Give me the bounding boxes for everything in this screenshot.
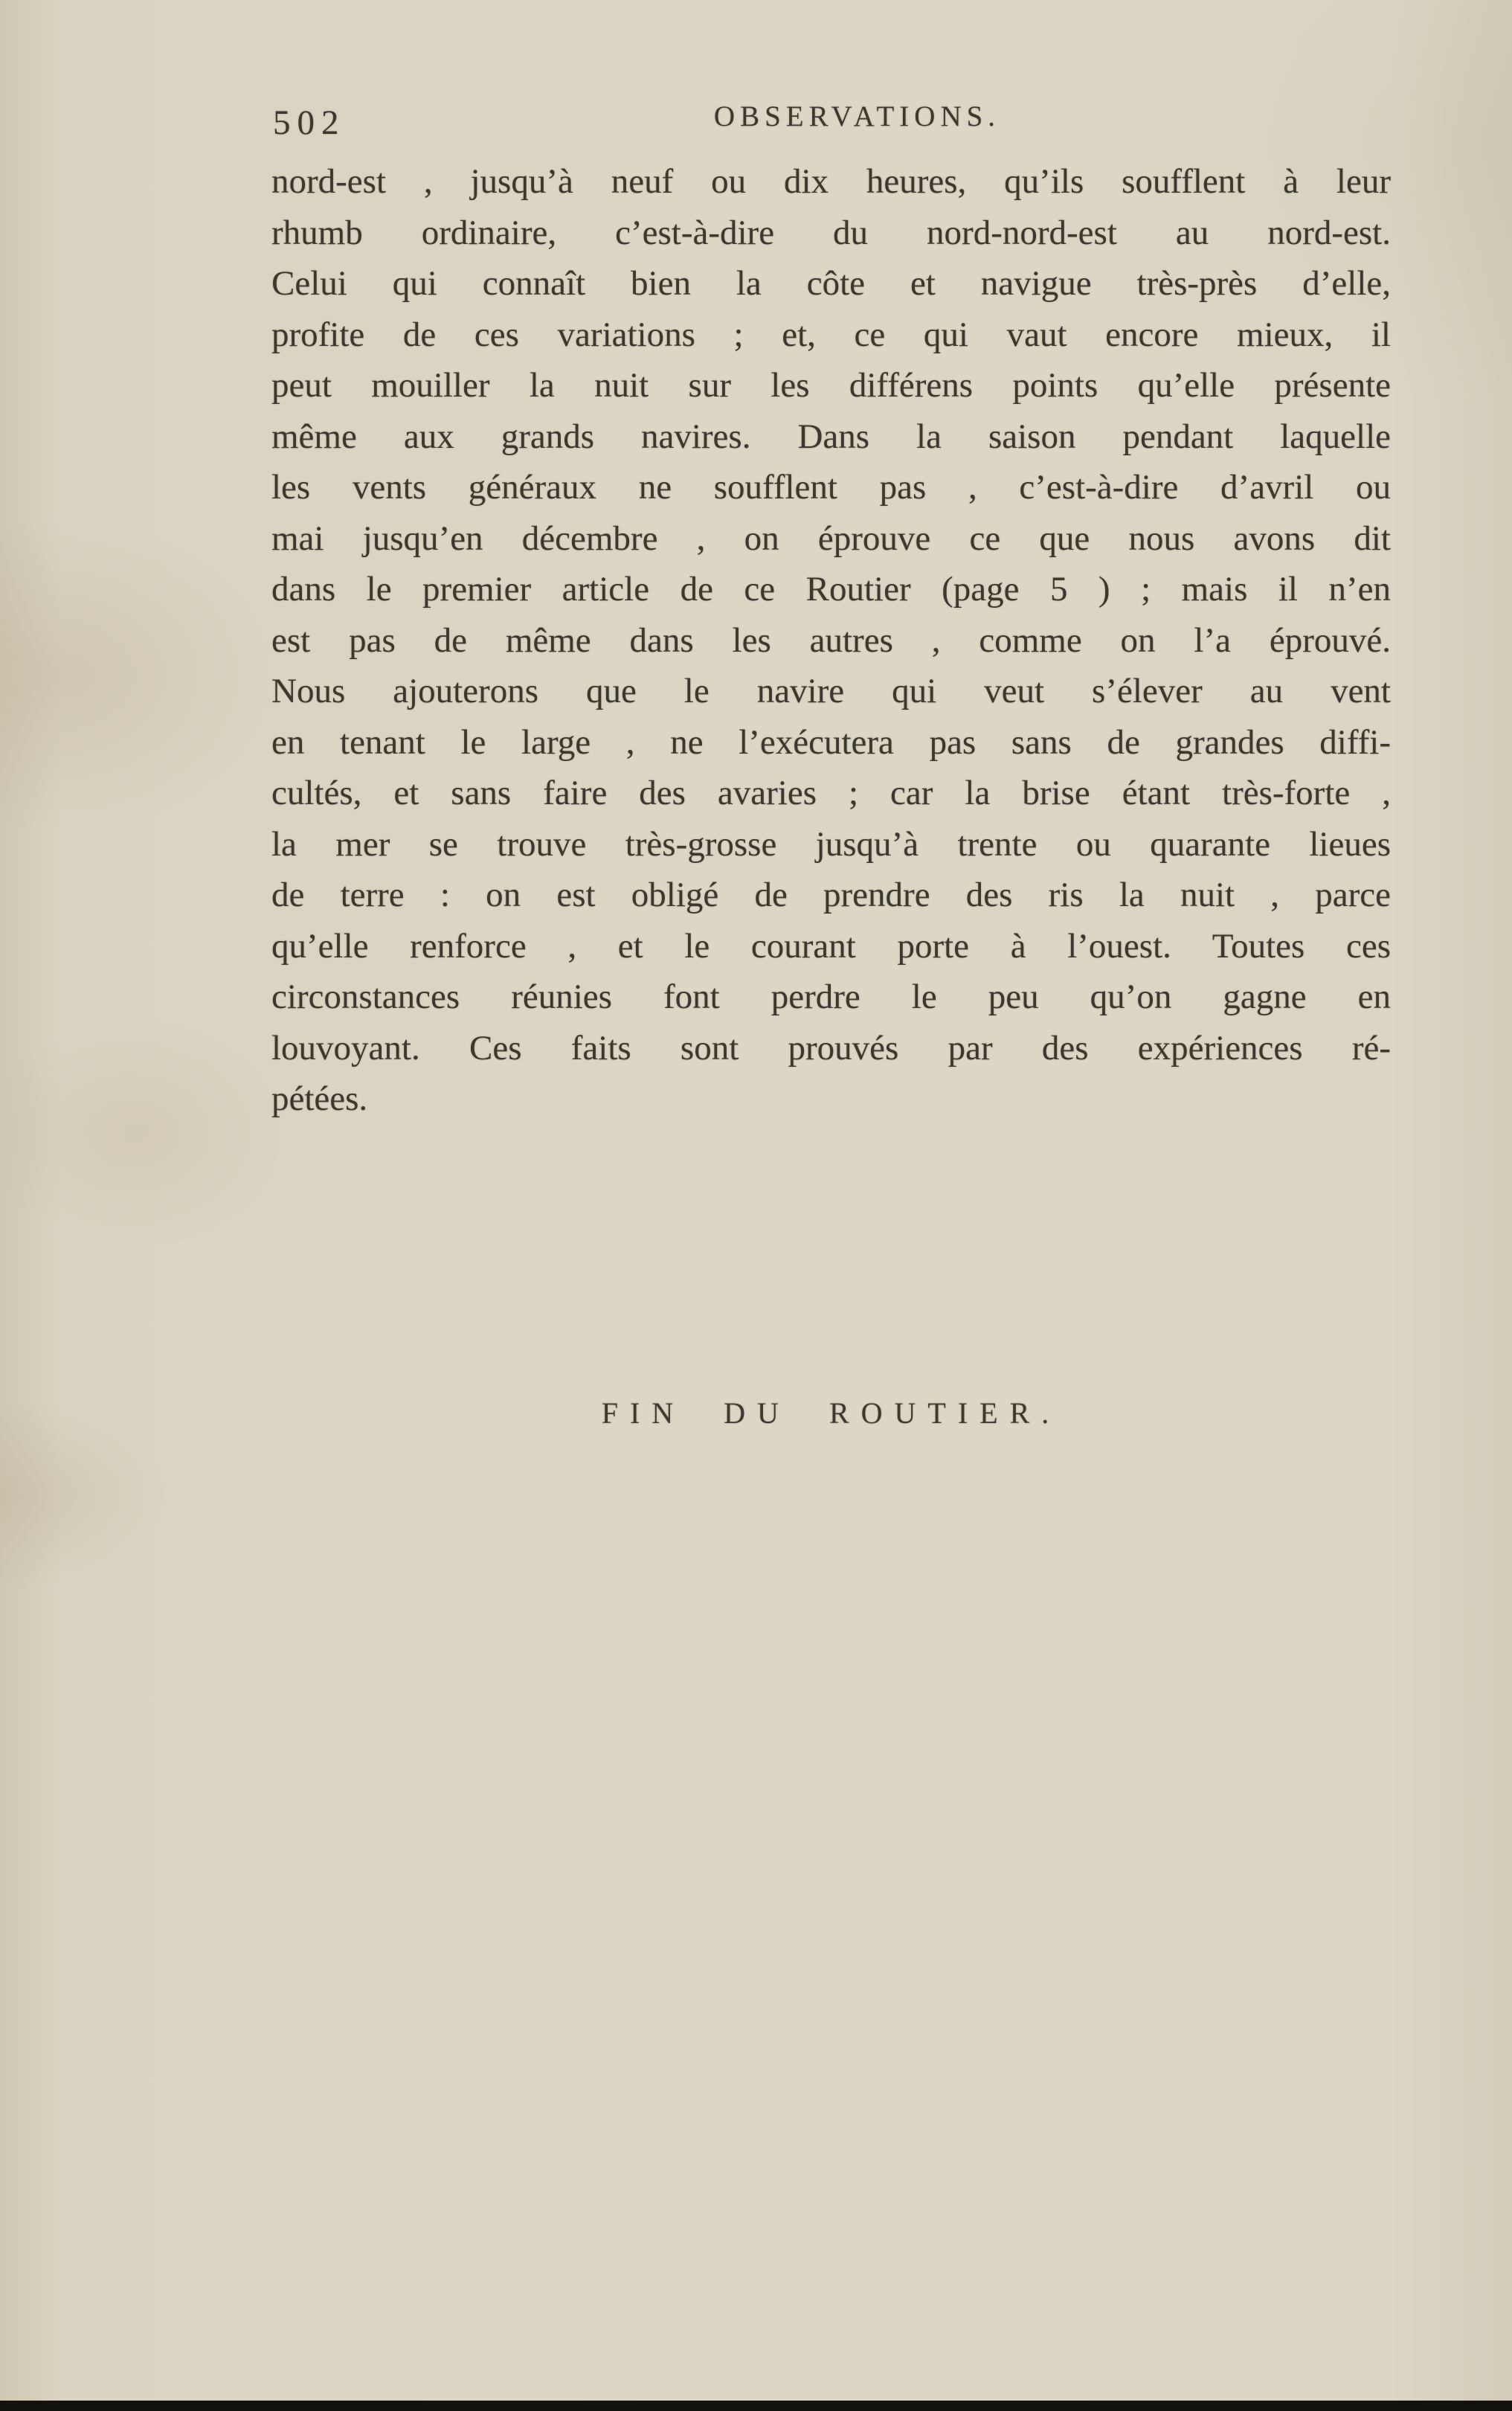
scan-bottom-edge bbox=[0, 2401, 1512, 2411]
text-line: même aux grands navires. Dans la saison pendant laquelle bbox=[271, 417, 1391, 456]
text-line: peut mouiller la nuit sur les différens points qu’elle présente bbox=[271, 366, 1391, 405]
text-line: qu’elle renforce , et le courant porte à l’ouest. Toutes ces bbox=[271, 926, 1391, 966]
text-line: la mer se trouve très-grosse jusqu’à trente ou quarante lieues bbox=[271, 824, 1391, 864]
text-line: est pas de même dans les autres , comme on l’a éprouvé. bbox=[271, 620, 1391, 660]
text-line: profite de ces variations ; et, ce qui vaut encore mieux, il bbox=[271, 315, 1391, 354]
running-head bbox=[271, 100, 1391, 147]
fin-du-routier-label: FIN DU ROUTIER. bbox=[601, 1396, 1061, 1430]
text-line: dans le premier article de ce Routier (page 5 ) ; mais il n’en bbox=[271, 570, 1391, 609]
running-header-title: OBSERVATIONS. bbox=[713, 100, 1001, 132]
text-line: mai jusqu’en décembre , on éprouve ce que nous avons dit bbox=[271, 519, 1391, 558]
text-line: louvoyant. Ces faits sont prouvés par des expériences ré- bbox=[271, 1028, 1391, 1068]
text-line: nord-est , jusqu’à neuf ou dix heures, qu’ils soufflent à leur bbox=[271, 162, 1391, 201]
text-line: rhumb ordinaire, c’est-à-dire du nord-nord-est au nord-est. bbox=[271, 213, 1391, 252]
paragraph-block bbox=[271, 156, 1391, 1125]
text-line: Celui qui connaît bien la côte et navigue très-près d’elle, bbox=[271, 264, 1391, 303]
text-line: en tenant le large , ne l’exécutera pas sans de grandes diffi- bbox=[271, 722, 1391, 762]
text-line: les vents généraux ne soufflent pas , c’est-à-dire d’avril ou bbox=[271, 468, 1391, 507]
text-line: Nous ajouterons que le navire qui veut s’élever au vent bbox=[271, 672, 1391, 710]
text-line: circonstances réunies font perdre le peu qu’on gagne en bbox=[271, 977, 1391, 1016]
page-number: 502 bbox=[273, 103, 346, 142]
text-line: de terre : on est obligé de prendre des ris la nuit , parce bbox=[271, 876, 1391, 914]
text-line: cultés, et sans faire des avaries ; car la brise étant très-forte , bbox=[271, 774, 1391, 812]
text-line: pétées. bbox=[271, 1079, 368, 1118]
